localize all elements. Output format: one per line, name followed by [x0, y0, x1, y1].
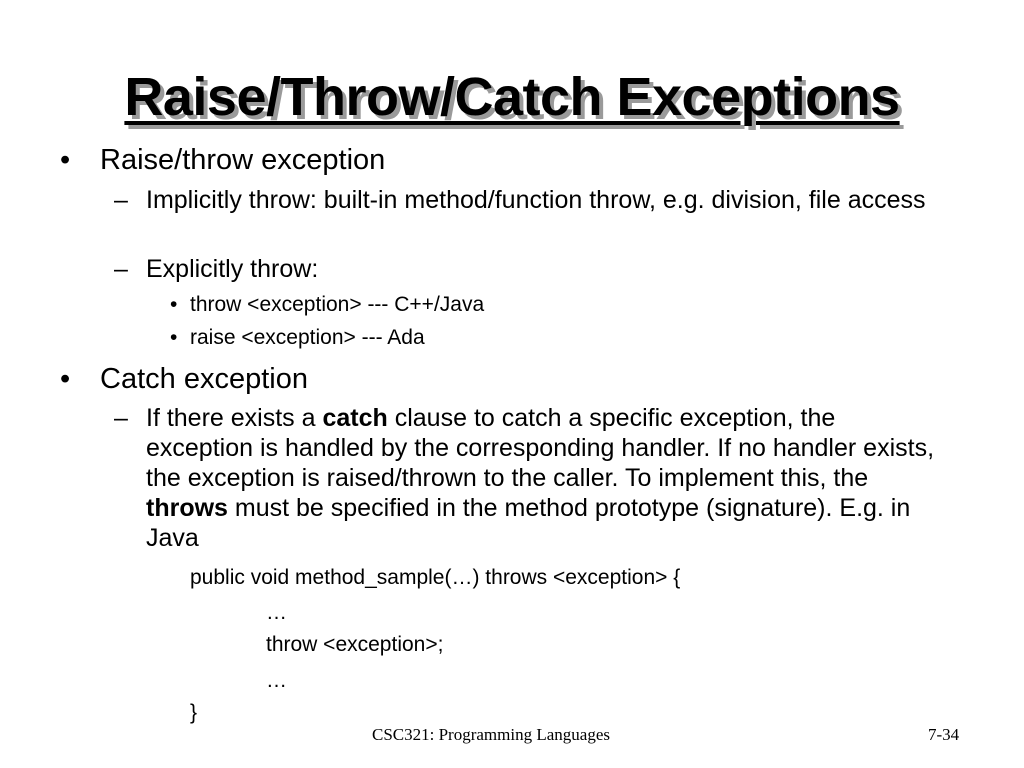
bullet-marker: •: [60, 144, 71, 176]
text-segment: must be specified in the method prototype (signature). E.g. in Java: [146, 494, 911, 552]
text-segment: If there exists a: [146, 404, 323, 432]
subitem-text: Implicitly throw: built-in method/function throw, e.g. division, file access: [146, 186, 926, 214]
subitem-text: Explicitly throw:: [146, 255, 319, 283]
subitem-implicit-throw: [114, 185, 964, 215]
dash-marker: –: [114, 186, 128, 214]
keyword-throws: throws: [146, 494, 228, 522]
slide-title: Raise/Throw/Catch Exceptions: [124, 67, 900, 127]
code-line-closing-brace: }: [190, 701, 198, 724]
footer-course: CSC321: Programming Languages: [372, 725, 610, 744]
code-line-signature: public void method_sample(…) throws <exception> {: [190, 566, 681, 589]
subitem-text: [146, 403, 944, 553]
bullet-text: Raise/throw exception: [100, 144, 386, 176]
code-line-throw: throw <exception>;: [266, 633, 444, 656]
bullet-text: Catch exception: [100, 363, 308, 395]
text-segment: clause to catch a specific exception, the exception is handled by the corresponding handler. If no handler exists, the exception is raised/thrown to the caller. To implement this, the: [146, 404, 935, 492]
code-line-ellipsis: …: [266, 669, 287, 692]
keyword-catch: catch: [322, 404, 388, 432]
code-line-ellipsis: …: [266, 601, 287, 624]
subsubitem-text: raise <exception> --- Ada: [190, 326, 425, 349]
bullet-marker: •: [170, 326, 178, 349]
dash-marker: –: [114, 255, 128, 283]
subsubitem-text: throw <exception> --- C++/Java: [190, 293, 485, 316]
bullet-marker: •: [60, 363, 71, 395]
page-number: 7-34: [928, 725, 960, 744]
subitem-catch-description: [114, 403, 944, 553]
subitem-explicit-throw: [114, 254, 964, 284]
dash-marker: –: [114, 404, 128, 432]
bullet-marker: •: [170, 293, 178, 316]
